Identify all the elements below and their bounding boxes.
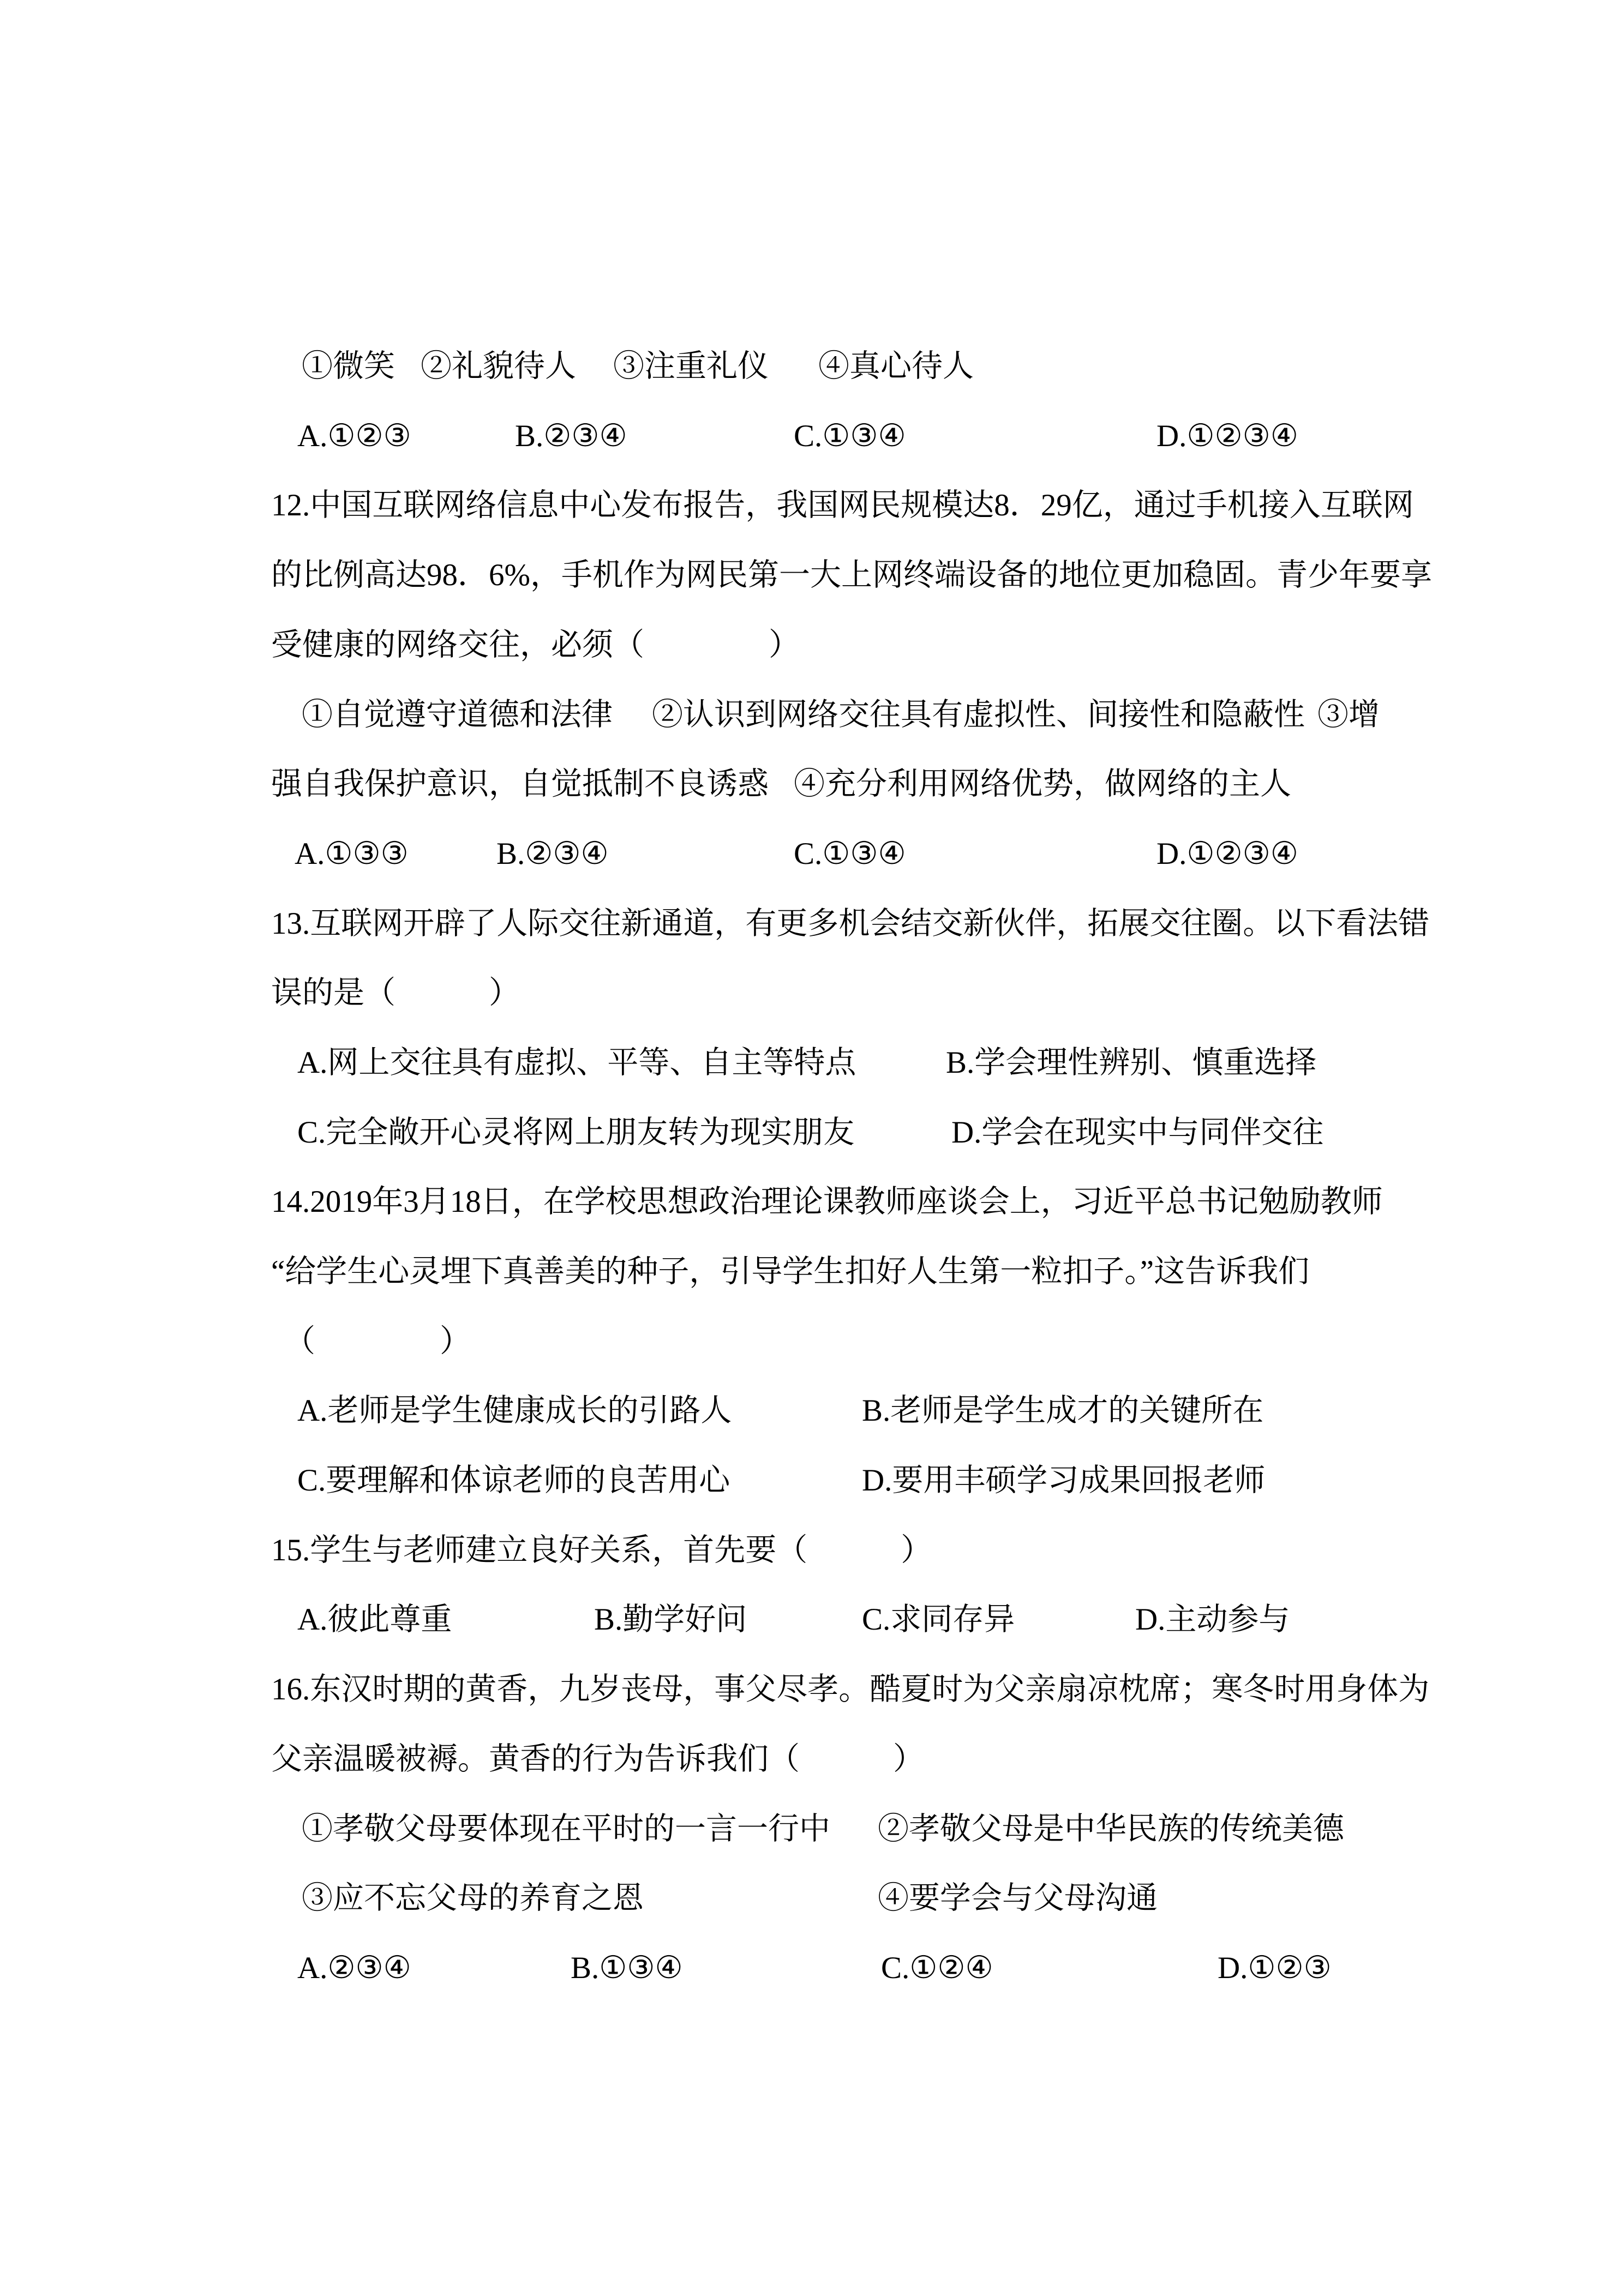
- q14-stem-text-3: （ ）: [284, 1324, 471, 1359]
- q16-item-4: ④要学会与父母沟通: [878, 1881, 1158, 1915]
- q12-option-b: B.②③④: [496, 837, 609, 871]
- q12-stem-line-2: [0, 540, 1624, 610]
- q12-option-c: C.①③④: [794, 837, 906, 871]
- q12-item-4: ④充分利用网络优势，做网络的主人: [794, 767, 1291, 801]
- q15-option-c: C.求同存异: [862, 1602, 1015, 1637]
- q13-option-b: B.学会理性辨别、慎重选择: [946, 1045, 1317, 1080]
- q16-option-b: B.①③④: [571, 1951, 683, 1985]
- q12-stem-line-1: [0, 471, 1624, 540]
- q16-stem-line-1: [0, 1655, 1624, 1724]
- q16-item-3: ③应不忘父母的养育之恩: [302, 1881, 644, 1915]
- q16-items-line-2: [0, 1864, 1624, 1933]
- q14-option-d: D.要用丰硕学习成果回报老师: [862, 1463, 1266, 1498]
- q11-item-3: ③注重礼仪: [613, 349, 769, 383]
- q16-stem-text-2: 父亲温暖被褥。黄香的行为告诉我们（ ）: [271, 1742, 924, 1776]
- q14-stem-text-2: “给学生心灵埋下真善美的种子，引导学生扣好人生第一粒扣子。”这告诉我们: [271, 1254, 1310, 1289]
- q13-options-line-2: [0, 1098, 1624, 1168]
- q16-item-1: ①孝敬父母要体现在平时的一言一行中: [302, 1812, 830, 1846]
- q13-options-line-1: [0, 1028, 1624, 1098]
- q11-option-b: B.②③④: [515, 419, 627, 453]
- q14-option-c: C.要理解和体谅老师的良苦用心: [297, 1463, 730, 1498]
- q14-answer-blank-line: [0, 1307, 1624, 1377]
- q12-stem-text-2: 的比例高达98．6%，手机作为网民第一大上网终端设备的地位更加稳固。青少年要享: [271, 558, 1432, 592]
- q16-options-line: [0, 1933, 1624, 2003]
- q13-stem-line-1: [0, 889, 1624, 959]
- q11-option-a: A.①②③: [297, 419, 411, 453]
- q15-stem-text-1: 15.学生与老师建立良好关系，首先要（ ）: [271, 1533, 932, 1567]
- q12-options-line: [0, 819, 1624, 889]
- q16-option-a: A.②③④: [297, 1951, 411, 1985]
- q11-options-line: [0, 401, 1624, 471]
- q14-stem-line-1: [0, 1167, 1624, 1237]
- q14-option-a: A.老师是学生健康成长的引路人: [297, 1393, 732, 1428]
- q13-option-a: A.网上交往具有虚拟、平等、自主等特点: [297, 1045, 856, 1080]
- q13-option-c: C.完全敞开心灵将网上朋友转为现实朋友: [297, 1115, 855, 1150]
- q12-stem-text-1: 12.中国互联网络信息中心发布报告，我国网民规模达8．29亿，通过手机接入互联网: [271, 488, 1414, 522]
- q12-stem-line-3: [0, 610, 1624, 680]
- q12-item-3-continuation: 强自我保护意识，自觉抵制不良诱惑: [271, 767, 769, 801]
- q15-stem-line-1: [0, 1516, 1624, 1585]
- q14-stem-line-2: [0, 1237, 1624, 1307]
- q12-stem-text-3: 受健康的网络交往，必须（ ）: [271, 628, 800, 662]
- q16-option-d: D.①②③: [1218, 1951, 1332, 1985]
- q13-stem-text-1: 13.互联网开辟了人际交往新通道，有更多机会结交新伙伴，拓展交往圈。以下看法错: [271, 906, 1430, 941]
- q12-items-line-1: [0, 680, 1624, 750]
- q15-options-line: [0, 1585, 1624, 1655]
- q14-option-b: B.老师是学生成才的关键所在: [862, 1393, 1264, 1428]
- q11-item-4: ④真心待人: [818, 349, 974, 383]
- q11-item-1: ①微笑: [302, 349, 395, 383]
- q12-item-3-start: ③增: [1317, 698, 1380, 732]
- q12-items-line-2: [0, 749, 1624, 819]
- q11-option-c: C.①③④: [794, 419, 906, 453]
- q12-item-1: ①自觉遵守道德和法律: [302, 698, 613, 732]
- q13-option-d: D.学会在现实中与同伴交往: [951, 1115, 1324, 1150]
- q13-stem-line-2: [0, 958, 1624, 1028]
- q11-items-line: [0, 332, 1624, 401]
- q16-stem-text-1: 16.东汉时期的黄香，九岁丧母，事父尽孝。酷夏时为父亲扇凉枕席；寒冬时用身体为: [271, 1672, 1430, 1706]
- q16-items-line-1: [0, 1794, 1624, 1864]
- q15-option-b: B.勤学好问: [594, 1602, 747, 1637]
- q11-option-d: D.①②③④: [1156, 419, 1298, 453]
- q12-option-a: A.①③③: [295, 837, 409, 871]
- q12-option-d: D.①②③④: [1156, 837, 1298, 871]
- q14-stem-text-1: 14.2019年3月18日，在学校思想政治理论课教师座谈会上，习近平总书记勉励教师: [271, 1185, 1383, 1219]
- q15-option-a: A.彼此尊重: [297, 1602, 452, 1637]
- q14-options-line-2: [0, 1446, 1624, 1516]
- q16-item-2: ②孝敬父母是中华民族的传统美德: [878, 1812, 1344, 1846]
- q15-option-d: D.主动参与: [1135, 1602, 1290, 1637]
- q12-item-2: ②认识到网络交往具有虚拟性、间接性和隐蔽性: [652, 698, 1305, 732]
- q11-item-2: ②礼貌待人: [421, 349, 576, 383]
- q16-stem-line-2: [0, 1724, 1624, 1794]
- q16-option-c: C.①②④: [881, 1951, 993, 1985]
- q13-stem-text-2: 误的是（ ）: [271, 976, 520, 1010]
- q14-options-line-1: [0, 1376, 1624, 1446]
